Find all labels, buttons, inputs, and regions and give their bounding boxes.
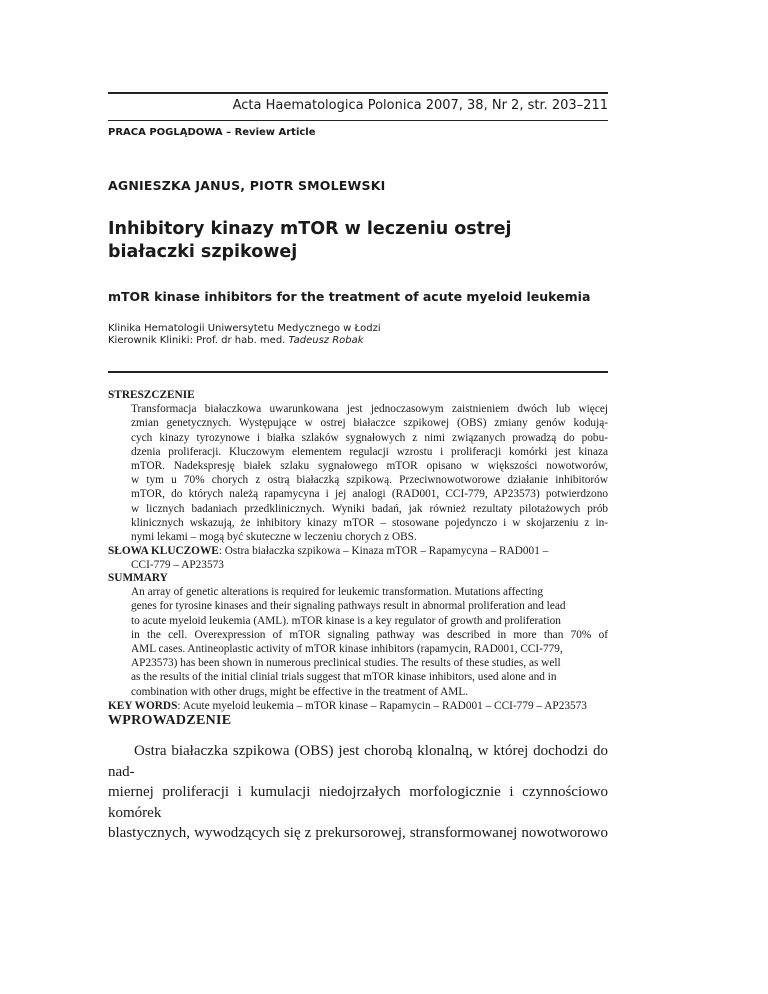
abstract-polish-line: zmian genetycznych. Występujące w ostrej białaczce szpikowej (OBS) zmiany genów kodują- — [131, 417, 608, 430]
keywords-polish-label: SŁOWA KLUCZOWE — [108, 545, 219, 558]
keywords-polish-text: : Ostra białaczka szpikowa – Kinaza mTOR – Rapamycyna – RAD001 – — [218, 545, 549, 558]
affiliation-head — [108, 335, 381, 346]
authors: AGNIESZKA JANUS, PIOTR SMOLEWSKI — [108, 178, 386, 193]
article-title-english: mTOR kinase inhibitors for the treatment of acute myeloid leukemia — [108, 289, 591, 304]
abstract-polish-line: w licznych badaniach przedklinicznych. Wyniki badań, jak również rezultaty pilotażowych prób — [131, 502, 608, 515]
abstract-english-line: combination with other drugs, might be effective in the treatment of AML. — [131, 685, 469, 698]
keywords-english-text: : Acute myeloid leukemia – mTOR kinase – Rapamycin – RAD001 – CCI-779 – AP23573 — [177, 699, 587, 712]
abstract-english-line: in the cell. Overexpression of mTOR signaling pathway was described in more than 70% of — [131, 628, 608, 641]
keywords-english-label: KEY WORDS — [108, 699, 178, 712]
abstract-polish — [108, 388, 608, 573]
article-title: Inhibitory kinazy mTOR w leczeniu ostrej białaczki szpikowej — [108, 219, 512, 262]
affiliation-institution: Klinika Hematologii Uniwersytetu Medycznego w Łodzi — [108, 323, 381, 334]
header-top-rule — [108, 92, 608, 94]
abstract-english-line: genes for tyrosine kinases and their signaling pathways result in abnormal proliferation and lead — [131, 600, 566, 613]
abstract-english-line: An array of genetic alterations is required for leukemic transformation. Mutations affecting — [131, 586, 543, 599]
abstract-polish-line: w tym u 70% chorych z ostrą białaczką szpikową. Przeciwnowotworowe działanie inhibitorów — [131, 474, 608, 487]
abstract-polish-body — [108, 402, 608, 544]
abstract-polish-line: nymi lekami – mogą być skuteczne w leczeniu chorych z OBS. — [131, 531, 417, 544]
abstract-english-line: as the results of the initial clinial trials suggest that mTOR kinase inhibitors, used alone and in — [131, 671, 557, 684]
abstract-polish-line: mTOR, do których należą rapamycyna i jej analogi (RAD001, CCI-779, AP23573) potwierdzono — [131, 488, 608, 501]
abstract-polish-line: cych kinazy tyrozynowe i białka szlaków sygnałowych z nimi związanych prowadzą do pobu- — [131, 431, 608, 444]
keywords-polish-continuation: CCI-779 – AP23573 — [131, 559, 224, 572]
article-type: PRACA POGLĄDOWA – Review Article — [108, 127, 316, 138]
abstract-polish-line: dzenia proliferacji. Kluczowym elementem regulacji wzrostu i proliferacji komórki jest kinaza — [131, 445, 608, 458]
abstract-english-line: AML cases. Antineoplastic activity of mTOR kinase inhibitors (rapamycin, RAD001, CCI-779, — [131, 643, 563, 656]
keywords-polish — [108, 544, 608, 558]
abstract-polish-line: klinicznych wskazują, że inhibitory kinazy mTOR – stosowane pojedynczo i w skojarzeniu z in- — [131, 516, 608, 529]
abstract-english — [108, 571, 608, 713]
abstract-polish-heading: STRESZCZENIE — [108, 389, 195, 401]
introduction-line: Ostra białaczka szpikowa (OBS) jest chorobą klonalną, w której dochodzi do nad- — [108, 743, 608, 780]
abstract-english-line: to acute myeloid leukemia (AML). mTOR kinase is a key regulator of growth and proliferation — [131, 614, 561, 627]
section-heading-introduction: WPROWADZENIE — [108, 713, 232, 728]
keywords-english — [108, 699, 608, 713]
abstract-english-body — [108, 585, 608, 699]
affiliation-head-prefix: Kierownik Kliniki: Prof. dr hab. med. — [108, 335, 289, 346]
abstract-polish-line: mTOR. Nadekspresję białek szlaku sygnałowego mTOR opisano w większości nowotworów, — [131, 460, 608, 473]
abstract-polish-line: Transformacja białaczkowa uwarunkowana jest jednoczasowym zaistnieniem dwóch lub więcej — [131, 403, 608, 416]
header-bottom-rule — [108, 120, 608, 121]
abstract-english-heading: SUMMARY — [108, 572, 168, 584]
introduction-paragraph — [108, 741, 608, 844]
affiliation-head-name: Tadeusz Robak — [288, 335, 364, 346]
journal-citation: Acta Haematologica Polonica 2007, 38, Nr 2, str. 203–211 — [232, 98, 608, 113]
abstract-top-rule — [108, 371, 608, 373]
affiliation — [108, 323, 381, 346]
introduction-line: blastycznych, wywodzących się z prekursorowej, stransformowanej nowotworowo — [108, 825, 608, 841]
introduction-line: miernej proliferacji i kumulacji niedojrzałych morfologicznie i czynnościowo komórek — [108, 784, 608, 821]
abstract-english-line: AP23573) has been shown in numerous preclinical studies. The results of these studies, as well — [131, 657, 561, 670]
